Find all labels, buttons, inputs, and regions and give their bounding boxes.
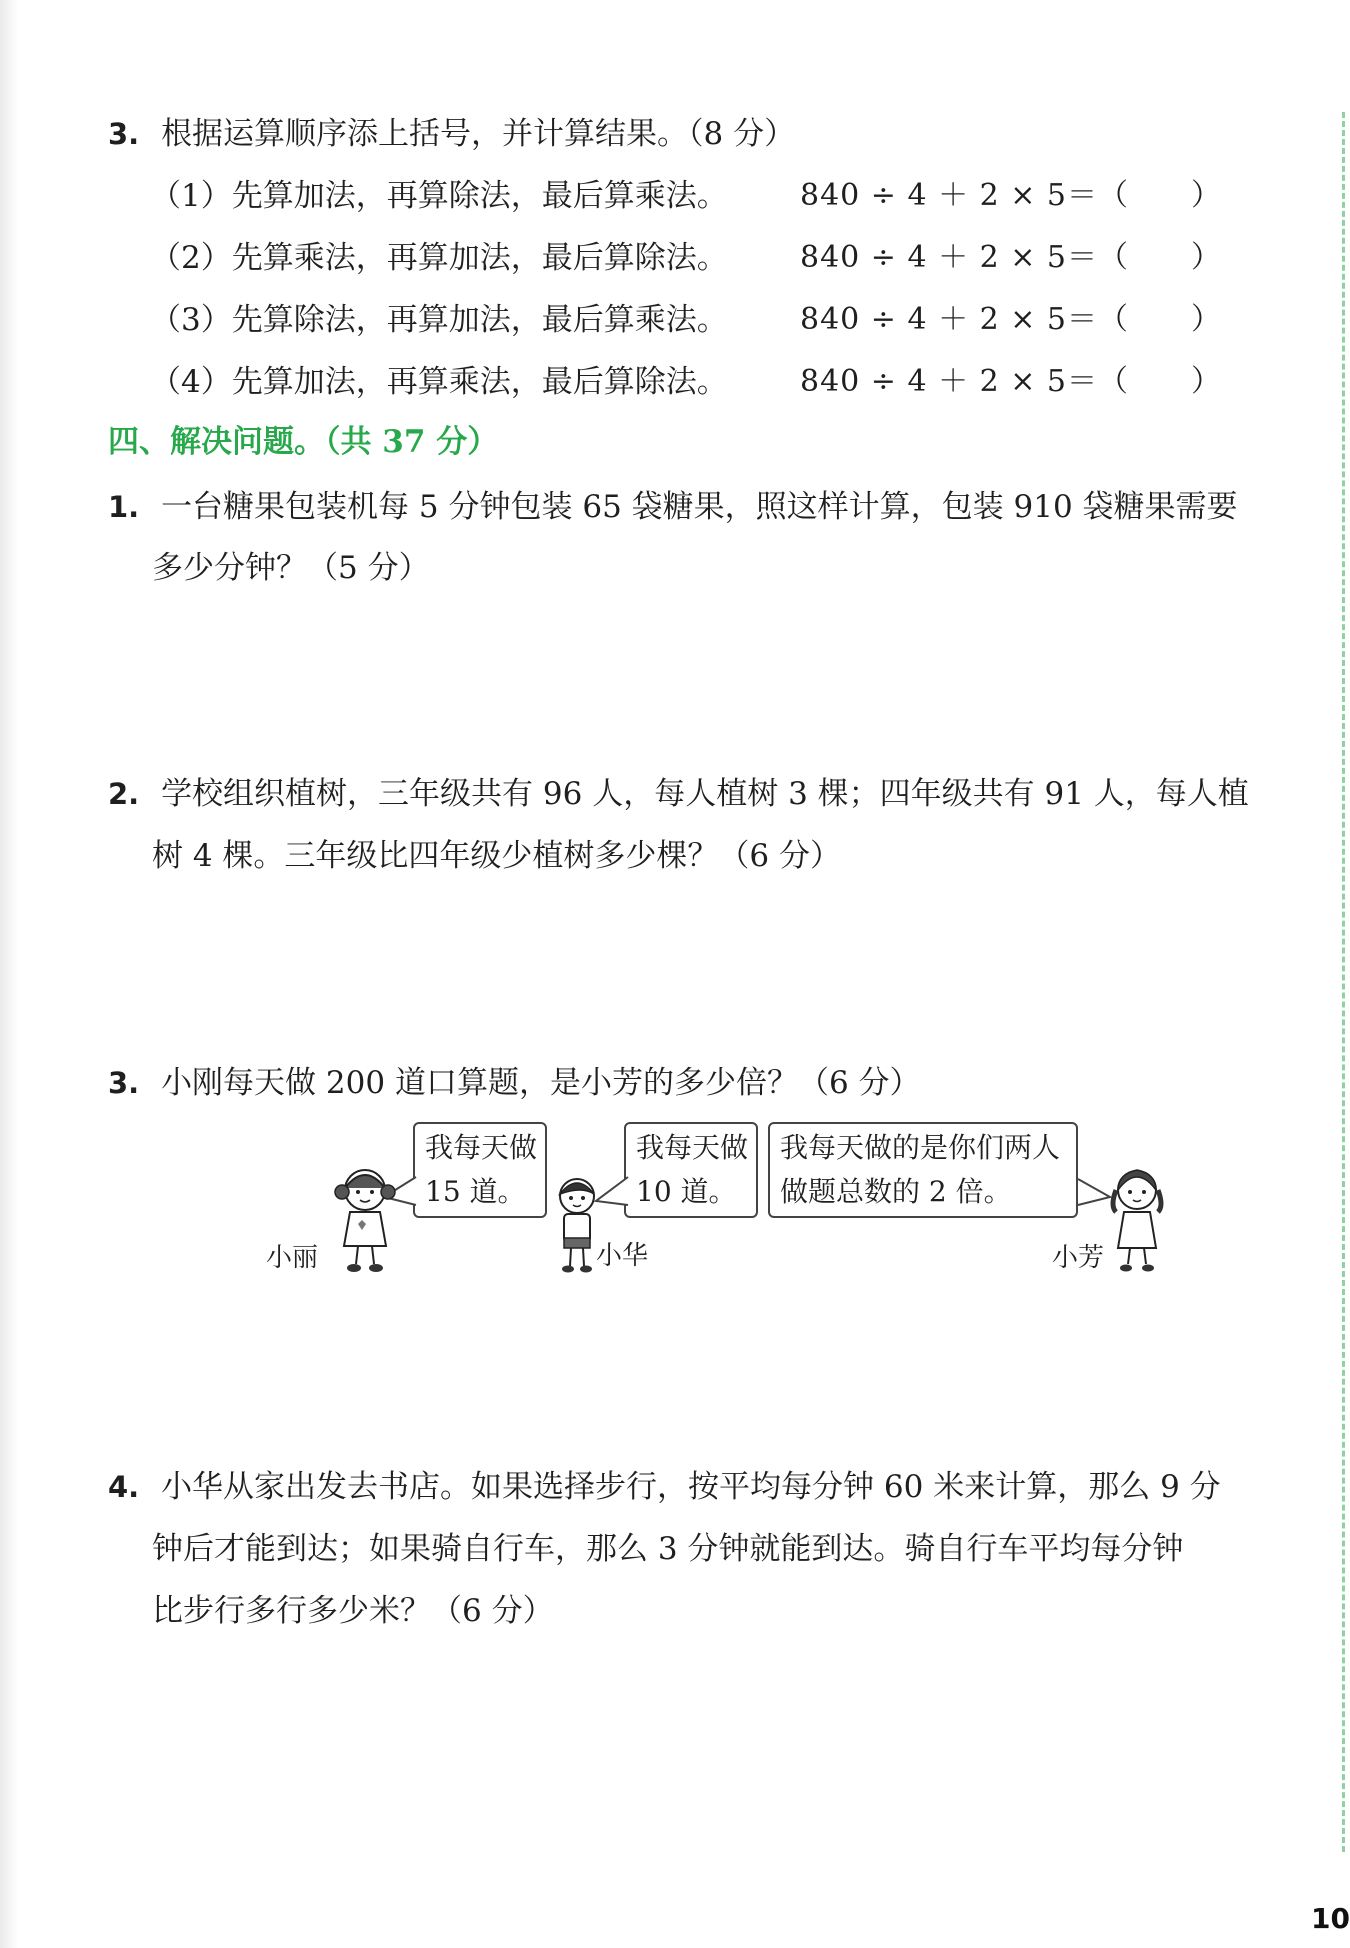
q2-number: 2.	[108, 777, 140, 811]
item-1-label: （1）先算加法，再算除法，最后算乘法。	[150, 178, 728, 214]
q3-line1	[108, 1063, 921, 1103]
item-2-label: （2）先算乘法，再算加法，最后算除法。	[150, 240, 728, 276]
q1-line2: 多少分钟？（5 分）	[152, 550, 430, 586]
bubble-xiaohua-line2: 10 道。	[636, 1175, 737, 1208]
speech-bubble-xiaofang	[768, 1122, 1078, 1218]
girl-xiaoli-illustration	[330, 1160, 400, 1276]
section3-title-text: 根据运算顺序添上括号，并计算结果。（8 分）	[161, 116, 796, 152]
speech-bubble-xiaohua	[624, 1122, 758, 1218]
bubble-xiaofang-line2: 做题总数的 2 倍。	[780, 1175, 1012, 1208]
name-xiaohua: 小华	[596, 1241, 649, 1271]
bubble-xiaoli-line1: 我每天做	[425, 1131, 538, 1164]
girl-xiaofang-illustration	[1104, 1160, 1170, 1276]
q1-line1	[108, 487, 1238, 527]
section3-title	[108, 114, 795, 154]
bubble-xiaofang-line1: 我每天做的是你们两人	[780, 1131, 1061, 1164]
q4-line1	[108, 1467, 1221, 1507]
q2-line2: 树 4 棵。三年级比四年级少植树多少棵？（6 分）	[152, 838, 842, 874]
bubble-xiaoli-line2: 15 道。	[425, 1175, 526, 1208]
q1-number: 1.	[108, 490, 140, 524]
q2-line1	[108, 774, 1249, 814]
item-3-expression: 840 ÷ 4 ＋ 2 × 5＝（ ）	[800, 302, 1223, 337]
item-3-label: （3）先算除法，再算加法，最后算乘法。	[150, 302, 728, 338]
name-xiaoli: 小丽	[266, 1243, 319, 1273]
q3-line1-text: 小刚每天做 200 道口算题，是小芳的多少倍？（6 分）	[161, 1065, 921, 1101]
q4-line2: 钟后才能到达；如果骑自行车，那么 3 分钟就能到达。骑自行车平均每分钟	[152, 1531, 1184, 1567]
boy-xiaohua-illustration	[552, 1172, 602, 1276]
speech-bubble-xiaoli	[413, 1122, 547, 1218]
item-2-expression: 840 ÷ 4 ＋ 2 × 5＝（ ）	[800, 240, 1223, 275]
q4-line1-text: 小华从家出发去书店。如果选择步行，按平均每分钟 60 米来计算，那么 9 分	[161, 1469, 1221, 1505]
q2-line1-text: 学校组织植树，三年级共有 96 人，每人植树 3 棵；四年级共有 91 人，每人植	[161, 776, 1249, 812]
page-edge-shadow	[0, 0, 18, 1948]
bubble-xiaohua-line1: 我每天做	[636, 1131, 749, 1164]
name-xiaofang: 小芳	[1052, 1243, 1105, 1273]
item-4-label: （4）先算加法，再算乘法，最后算除法。	[150, 364, 728, 400]
item-4-expression: 840 ÷ 4 ＋ 2 × 5＝（ ）	[800, 364, 1223, 399]
q4-number: 4.	[108, 1470, 140, 1504]
dashed-margin-line	[1342, 112, 1345, 1852]
q4-line3: 比步行多行多少米？（6 分）	[152, 1593, 554, 1629]
part4-heading: 四、解决问题。（共 37 分）	[108, 424, 499, 460]
q3-number: 3.	[108, 1066, 140, 1100]
q1-line1-text: 一台糖果包装机每 5 分钟包装 65 袋糖果，照这样计算，包装 910 袋糖果需要	[161, 489, 1238, 525]
section3-number: 3.	[108, 117, 140, 151]
item-1-expression: 840 ÷ 4 ＋ 2 × 5＝（ ）	[800, 178, 1223, 213]
page-number: 10	[1311, 1902, 1350, 1935]
